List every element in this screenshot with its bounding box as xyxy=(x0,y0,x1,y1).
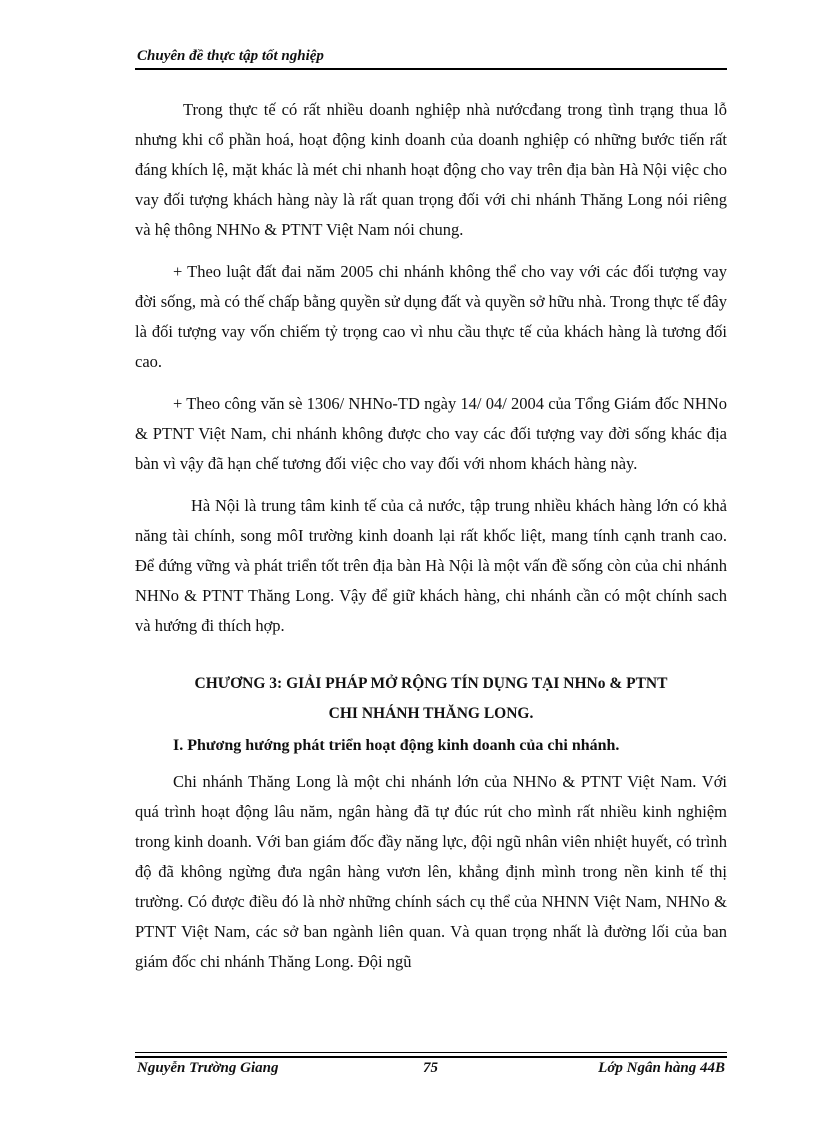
paragraph: + Theo luật đất đai năm 2005 chi nhánh không thể cho vay với các đối tượng vay đời sống, mà có thế chấp bằng quyền sử dụng đất và quyền sở hữu nhà. Trong thực tế đây là đối tượng vay vốn chiếm tỷ trọng cao vì nhu cầu thực tế của khách hàng là tương đối cao. xyxy=(135,262,727,371)
page-header xyxy=(135,44,727,72)
document-body xyxy=(135,95,727,989)
page-footer xyxy=(135,1050,727,1080)
paragraph: Hà Nội là trung tâm kinh tế của cả nước, tập trung nhiều khách hàng lớn có khả năng tài chính, song môI trường kinh doanh lại rất khốc liệt, mang tính cạnh tranh cao. Để đứng vững và phát triển tốt trên địa bàn Hà Nội là một vấn đề sống còn của chi nhánh NHNo & PTNT Thăng Long. Vậy để giữ khách hàng, chi nhánh cần có một chính sach và hướng đi thích hợp. xyxy=(135,496,727,635)
header-rule xyxy=(135,68,727,70)
paragraph: + Theo công văn sè 1306/ NHNo-TD ngày 14/ 04/ 2004 của Tổng Giám đốc NHNo & PTNT Việt Nam, chi nhánh không được cho vay các đối tượng vay đời sống khác địa bàn vì vậy đã hạn chế tương đối việc cho vay đối với nhom khách hàng này. xyxy=(135,394,727,473)
paragraph: Trong thực tế có rất nhiều doanh nghiệp nhà nướcđang trong tình trạng thua lỗ nhưng khi cổ phần hoá, hoạt động kinh doanh của doanh nghiệp có những bước tiến rất đáng khích lệ, mặt khác là mét chi nhanh hoạt động cho vay trên địa bàn Hà Nội việc cho vay đối tượng khách hàng này là rất quan trọng đối với chi nhánh Thăng Long nói riêng và hệ thông NHNo & PTNT Việt Nam nói chung. xyxy=(135,100,727,239)
footer-rule xyxy=(135,1056,727,1058)
page-number: 75 xyxy=(423,1060,438,1076)
footer-rule xyxy=(135,1052,727,1053)
chapter-heading-line2: CHI NHÁNH THĂNG LONG. xyxy=(328,705,534,722)
header-title: Chuyên đề thực tập tốt nghiệp xyxy=(137,48,324,64)
chapter-heading-line1: CHƯƠNG 3: GIẢI PHÁP MỞ RỘNG TÍN DỤNG TẠI NHNo & PTNT xyxy=(194,675,668,692)
paragraph: Chi nhánh Thăng Long là một chi nhánh lớn của NHNo & PTNT Việt Nam. Với quá trình hoạt động lâu năm, ngân hàng đã tự đúc rút cho mình rất nhiều kinh nghiệm trong kinh doanh. Với ban giám đốc đầy năng lực, đội ngũ nhân viên nhiệt huyết, có trình độ đã không ngừng đưa ngân hàng vươn lên, khẳng định mình trong nền kinh tế thị trường. Có được điều đó là nhờ những chính sách cụ thể của NHNN Việt Nam, NHNo & PTNT Việt Nam, các sở ban ngành liên quan. Và quan trọng nhất là đường lối của ban giám đốc chi nhánh Thăng Long. Đội ngũ xyxy=(135,772,728,971)
footer-author: Nguyễn Trường Giang xyxy=(137,1060,279,1076)
section-heading: I. Phương hướng phát triển hoạt động kinh doanh của chi nhánh. xyxy=(173,737,620,754)
chapter-heading xyxy=(135,669,727,729)
footer-class: Lớp Ngân hàng 44B xyxy=(598,1060,725,1076)
